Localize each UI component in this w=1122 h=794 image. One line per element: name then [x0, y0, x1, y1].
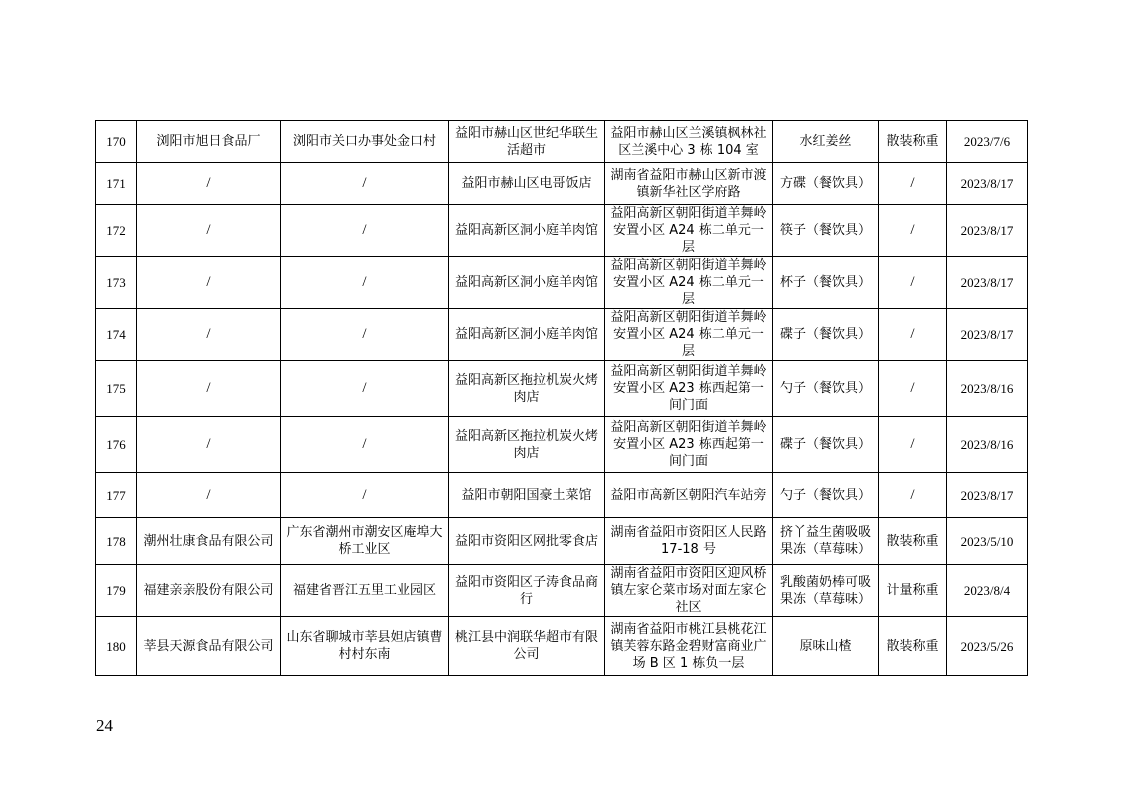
- spec-cell: 散装称重: [879, 617, 947, 676]
- product-name-cell: 原味山楂: [773, 617, 879, 676]
- producer-name-cell: /: [137, 361, 281, 417]
- spec-cell: /: [879, 309, 947, 361]
- product-name-cell: 勺子（餐饮具）: [773, 473, 879, 518]
- producer-name-cell: /: [137, 473, 281, 518]
- product-name-cell: 碟子（餐饮具）: [773, 309, 879, 361]
- producer-address-cell: /: [281, 473, 449, 518]
- producer-name-cell: /: [137, 309, 281, 361]
- table-row: [96, 617, 1028, 676]
- seller-address-cell: 益阳高新区朝阳街道羊舞岭安置小区 A23 栋西起第一间门面: [605, 361, 773, 417]
- producer-name-cell: /: [137, 417, 281, 473]
- seller-address-cell: 益阳市赫山区兰溪镇枫林社区兰溪中心 3 栋 104 室: [605, 121, 773, 163]
- table-row: [96, 361, 1028, 417]
- seller-name-cell: 益阳高新区洞小庭羊肉馆: [449, 309, 605, 361]
- product-name-cell: 杯子（餐饮具）: [773, 257, 879, 309]
- seller-name-cell: 益阳市朝阳国豪土菜馆: [449, 473, 605, 518]
- producer-address-cell: /: [281, 163, 449, 205]
- sample-date-cell: 2023/8/16: [947, 417, 1028, 473]
- producer-address-cell: 山东省聊城市莘县妲店镇曹村村东南: [281, 617, 449, 676]
- spec-cell: /: [879, 205, 947, 257]
- row-number-cell: 170: [96, 121, 137, 163]
- product-name-cell: 方碟（餐饮具）: [773, 163, 879, 205]
- product-name-cell: 挤丫益生菌吸吸果冻（草莓味）: [773, 518, 879, 565]
- spec-cell: /: [879, 163, 947, 205]
- seller-name-cell: 益阳市赫山区电哥饭店: [449, 163, 605, 205]
- row-number-cell: 173: [96, 257, 137, 309]
- producer-address-cell: /: [281, 257, 449, 309]
- sample-date-cell: 2023/8/16: [947, 361, 1028, 417]
- seller-name-cell: 益阳高新区拖拉机炭火烤肉店: [449, 361, 605, 417]
- table-row: [96, 205, 1028, 257]
- page-number: 24: [96, 716, 113, 735]
- row-number-cell: 177: [96, 473, 137, 518]
- inspection-table: [95, 120, 1028, 676]
- producer-address-cell: 福建省晋江五里工业园区: [281, 565, 449, 617]
- producer-name-cell: /: [137, 163, 281, 205]
- row-number-cell: 176: [96, 417, 137, 473]
- table-row: [96, 565, 1028, 617]
- sample-date-cell: 2023/5/10: [947, 518, 1028, 565]
- sample-date-cell: 2023/8/4: [947, 565, 1028, 617]
- producer-address-cell: /: [281, 417, 449, 473]
- producer-address-cell: 浏阳市关口办事处金口村: [281, 121, 449, 163]
- seller-name-cell: 桃江县中润联华超市有限公司: [449, 617, 605, 676]
- seller-address-cell: 益阳高新区朝阳街道羊舞岭安置小区 A24 栋二单元一层: [605, 309, 773, 361]
- row-number-cell: 175: [96, 361, 137, 417]
- producer-address-cell: /: [281, 309, 449, 361]
- table-row: [96, 473, 1028, 518]
- seller-address-cell: 益阳市高新区朝阳汽车站旁: [605, 473, 773, 518]
- seller-address-cell: 湖南省益阳市资阳区人民路 17-18 号: [605, 518, 773, 565]
- seller-name-cell: 益阳高新区洞小庭羊肉馆: [449, 257, 605, 309]
- producer-name-cell: 福建亲亲股份有限公司: [137, 565, 281, 617]
- table-body: [96, 121, 1028, 676]
- sample-date-cell: 2023/5/26: [947, 617, 1028, 676]
- table-row: [96, 309, 1028, 361]
- product-name-cell: 水红姜丝: [773, 121, 879, 163]
- seller-name-cell: 益阳市资阳区子涛食品商行: [449, 565, 605, 617]
- sample-date-cell: 2023/8/17: [947, 257, 1028, 309]
- row-number-cell: 172: [96, 205, 137, 257]
- seller-name-cell: 益阳高新区拖拉机炭火烤肉店: [449, 417, 605, 473]
- row-number-cell: 171: [96, 163, 137, 205]
- producer-name-cell: 浏阳市旭日食品厂: [137, 121, 281, 163]
- spec-cell: /: [879, 361, 947, 417]
- sample-date-cell: 2023/8/17: [947, 473, 1028, 518]
- seller-address-cell: 益阳高新区朝阳街道羊舞岭安置小区 A24 栋二单元一层: [605, 257, 773, 309]
- producer-name-cell: 潮州壮康食品有限公司: [137, 518, 281, 565]
- producer-name-cell: /: [137, 205, 281, 257]
- sample-date-cell: 2023/7/6: [947, 121, 1028, 163]
- spec-cell: /: [879, 257, 947, 309]
- row-number-cell: 178: [96, 518, 137, 565]
- seller-name-cell: 益阳市资阳区网批零食店: [449, 518, 605, 565]
- seller-address-cell: 益阳高新区朝阳街道羊舞岭安置小区 A23 栋西起第一间门面: [605, 417, 773, 473]
- producer-name-cell: /: [137, 257, 281, 309]
- producer-name-cell: 莘县天源食品有限公司: [137, 617, 281, 676]
- product-name-cell: 筷子（餐饮具）: [773, 205, 879, 257]
- table-row: [96, 163, 1028, 205]
- row-number-cell: 174: [96, 309, 137, 361]
- row-number-cell: 180: [96, 617, 137, 676]
- table-row: [96, 518, 1028, 565]
- spec-cell: /: [879, 417, 947, 473]
- spec-cell: 散装称重: [879, 121, 947, 163]
- seller-address-cell: 湖南省益阳市资阳区迎风桥镇左家仑菜市场对面左家仑社区: [605, 565, 773, 617]
- sample-date-cell: 2023/8/17: [947, 163, 1028, 205]
- producer-address-cell: 广东省潮州市潮安区庵埠大桥工业区: [281, 518, 449, 565]
- spec-cell: 计量称重: [879, 565, 947, 617]
- table-row: [96, 417, 1028, 473]
- producer-address-cell: /: [281, 205, 449, 257]
- seller-name-cell: 益阳高新区洞小庭羊肉馆: [449, 205, 605, 257]
- seller-address-cell: 湖南省益阳市桃江县桃花江镇芙蓉东路金碧财富商业广场 B 区 1 栋负一层: [605, 617, 773, 676]
- producer-address-cell: /: [281, 361, 449, 417]
- spec-cell: /: [879, 473, 947, 518]
- product-name-cell: 勺子（餐饮具）: [773, 361, 879, 417]
- row-number-cell: 179: [96, 565, 137, 617]
- table-row: [96, 121, 1028, 163]
- seller-address-cell: 益阳高新区朝阳街道羊舞岭安置小区 A24 栋二单元一层: [605, 205, 773, 257]
- product-name-cell: 乳酸菌奶棒可吸果冻（草莓味）: [773, 565, 879, 617]
- sample-date-cell: 2023/8/17: [947, 309, 1028, 361]
- seller-name-cell: 益阳市赫山区世纪华联生活超市: [449, 121, 605, 163]
- sample-date-cell: 2023/8/17: [947, 205, 1028, 257]
- table-row: [96, 257, 1028, 309]
- seller-address-cell: 湖南省益阳市赫山区新市渡镇新华社区学府路: [605, 163, 773, 205]
- spec-cell: 散装称重: [879, 518, 947, 565]
- product-name-cell: 碟子（餐饮具）: [773, 417, 879, 473]
